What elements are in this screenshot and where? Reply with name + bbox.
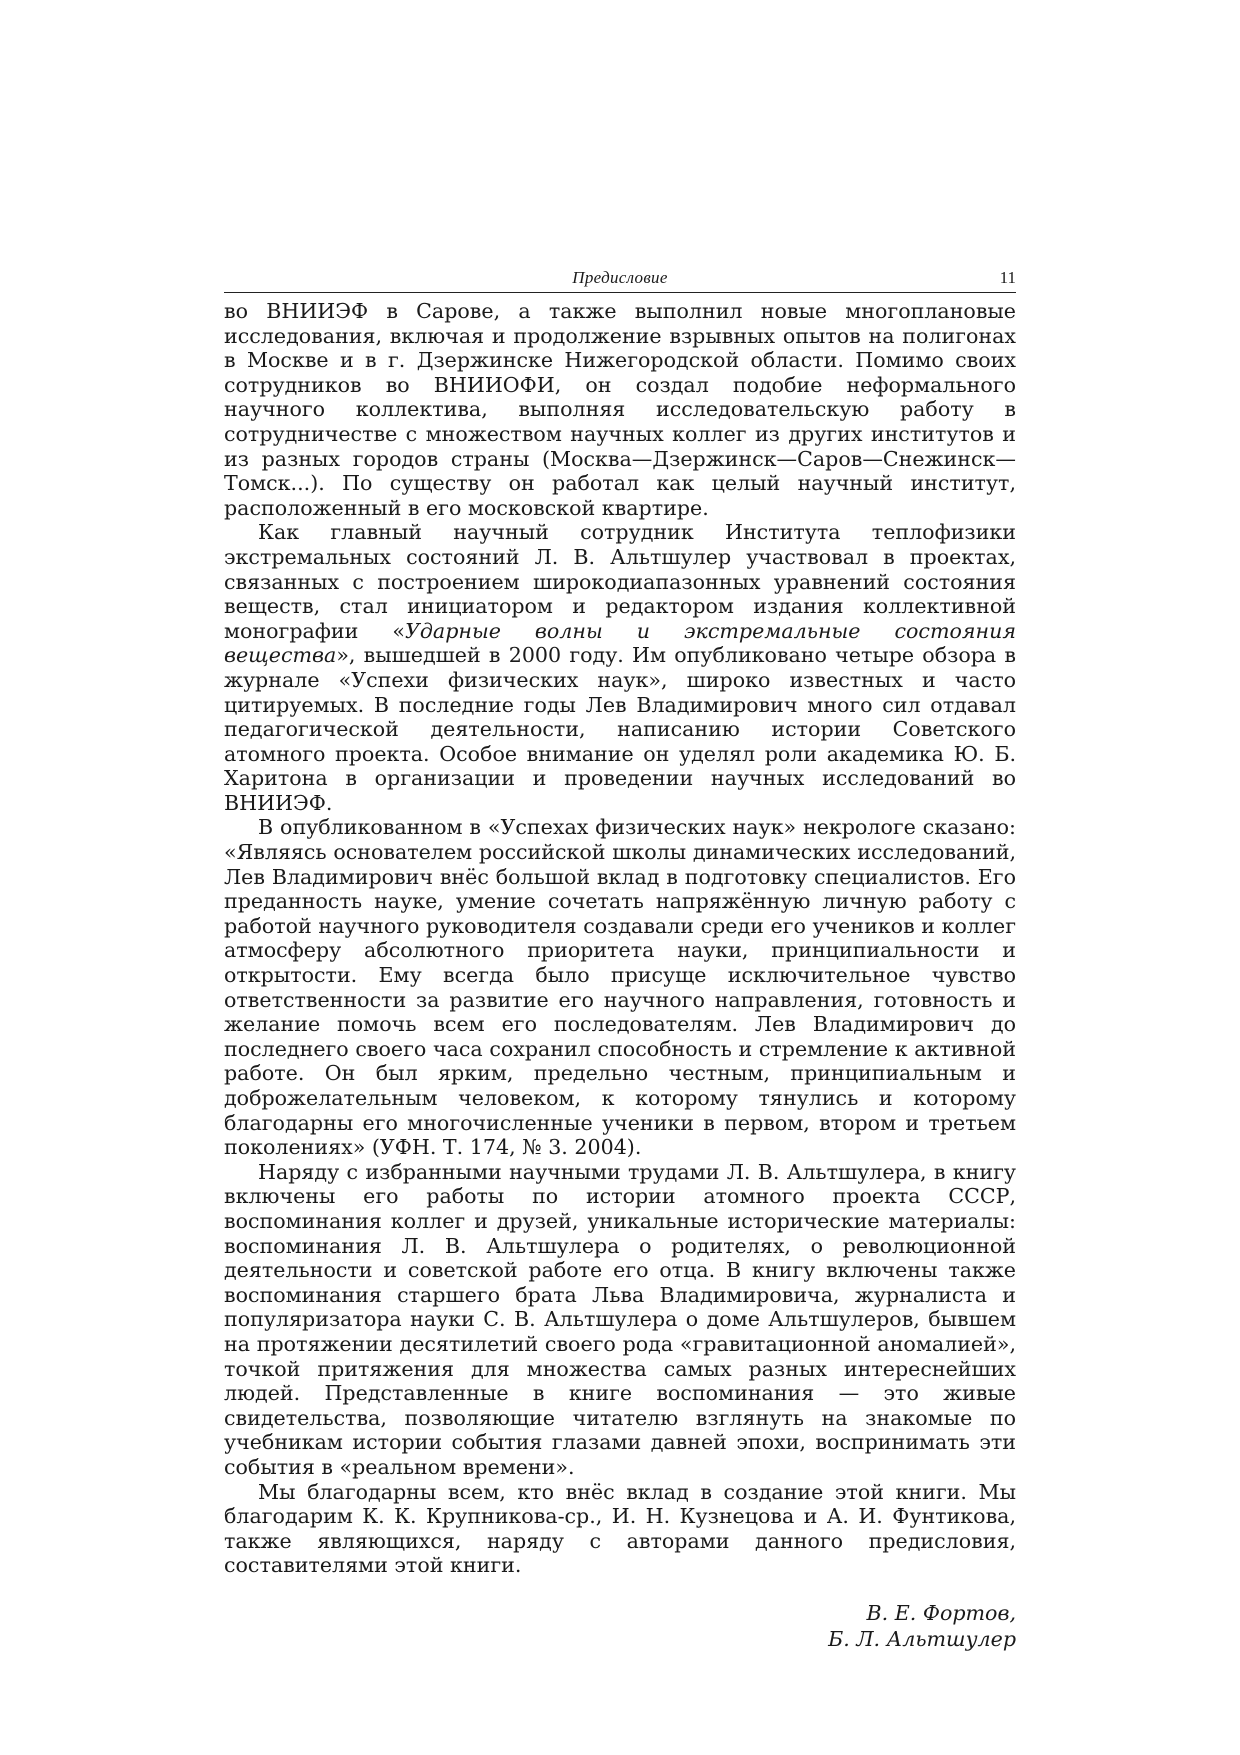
paragraph-1: во ВНИИЭФ в Сарове, а также выполнил новые многоплановые исследования, включая и продолжение взрывных опытов на полигонах в Москве и в г. Дзержинске Нижегородской области. Помимо своих сотрудников во ВНИИОФИ, он создал подобие неформального научного коллектива, выполняя исследовательскую работу в сотрудничестве с множеством научных коллег из других институтов и из разных городов страны (Москва—Дзержинск—Саров—Снежинск—Томск...). По существу он работал как целый научный институт, расположенный в его московской квартире. (224, 299, 1016, 520)
page-number: 11 (999, 268, 1016, 287)
body-text (224, 299, 1016, 1578)
paragraph-2 (224, 520, 1016, 815)
signature-author-1: В. Е. Фортов, (866, 1600, 1016, 1625)
paragraph-3: В опубликованном в «Успехах физических наук» некрологе сказано: «Являясь основателем российской школы динамических исследований, Лев Владимирович внёс большой вклад в подготовку специалистов. Его преданность науке, умение сочетать напряжённую личную работу с работой научного руководителя создавали среди его учеников и коллег атмосферу абсолютного приоритета науки, принципиальности и открытости. Ему всегда было присуще исключительное чувство ответственности за развитие его научного направления, готовность и желание помочь всем его последователям. Лев Владимирович до последнего своего часа сохранил способность и стремление к активной работе. Он был ярким, предельно честным, принципиальным и доброжелательным человеком, к которому тянулись и которому благодарны его многочисленные ученики в первом, втором и третьем поколениях» (УФН. Т. 174, № 3. 2004). (224, 815, 1016, 1160)
running-title: Предисловие (572, 268, 668, 287)
book-page (224, 268, 1016, 1652)
paragraph-5: Мы благодарны всем, кто внёс вклад в создание этой книги. Мы благодарим К. К. Крупникова-ср., И. Н. Кузнецова и А. И. Фунтикова, также являющихся, наряду с авторами данного предисловия, составителями этой книги. (224, 1479, 1016, 1578)
signature-author-2: Б. Л. Альтшулер (828, 1626, 1016, 1651)
paragraph-2-part1: Как главный научный сотрудник Института теплофизики экстремальных состояний Л. В. Альтшулер участвовал в проектах, связанных с построением широкодиапазонных уравнений состояния веществ, стал инициатором и редактором издания коллективной монографии « (224, 520, 1016, 643)
paragraph-2-part3: », вышедшей в 2000 году. Им опубликовано четыре обзора в журнале «Успехи физических наук», широко известных и часто цитируемых. В последние годы Лев Владимирович много сил отдавал педагогической деятельности, написанию истории Советского атомного проекта. Особое внимание он уделял роли академика Ю. Б. Харитона в организации и проведении научных исследований во ВНИИЭФ. (224, 643, 1016, 815)
signature (224, 1600, 1016, 1652)
running-head (224, 268, 1016, 293)
monograph-title: Ударные волны и экстремальные состояния вещества (224, 618, 1016, 668)
paragraph-4: Наряду с избранными научными трудами Л. В. Альтшулера, в книгу включены его работы по истории атомного проекта СССР, воспоминания коллег и друзей, уникальные исторические материалы: воспоминания Л. В. Альтшулера о родителях, о революционной деятельности и советской работе его отца. В книгу включены также воспоминания старшего брата Льва Владимировича, журналиста и популяризатора науки С. В. Альтшулера о доме Альтшулеров, бывшем на протяжении десятилетий своего рода «гравитационной аномалией», точкой притяжения для множества самых разных интереснейших людей. Представленные в книге воспоминания — это живые свидетельства, позволяющие читателю взглянуть на знакомые по учебникам истории события глазами давней эпохи, воспринимать эти события в «реальном времени». (224, 1159, 1016, 1479)
